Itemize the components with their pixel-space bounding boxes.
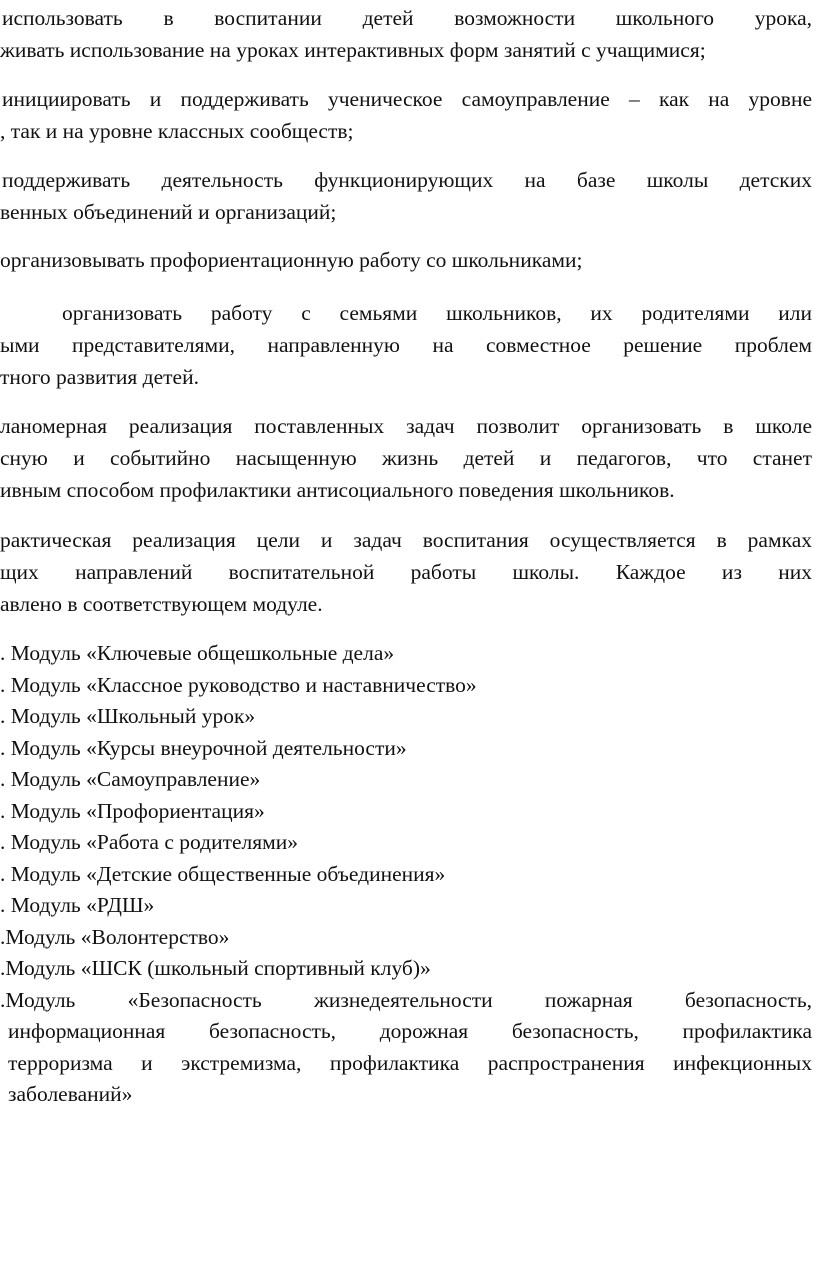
list-item: [0, 638, 816, 670]
text-line: , так и на уровне классных сообществ;: [0, 119, 354, 143]
list-item-text: . Модуль «Самоуправление»: [0, 767, 261, 791]
list-item: [0, 764, 816, 796]
list-item: [0, 859, 816, 891]
paragraph-implementation: [0, 410, 816, 506]
text-line: авлено в соответствующем модуле.: [0, 592, 323, 616]
text-line: сную и событийно насыщенную жизнь детей и педагогов, что станет: [0, 446, 812, 470]
text-line: ыми представителями, направленную на совместное решение проблем: [0, 333, 812, 357]
list-item-text: терроризма и экстремизма, профилактика распространения инфекционных: [8, 1050, 812, 1075]
list-item: [0, 733, 816, 765]
list-item-text: . Модуль «РДШ»: [0, 893, 155, 917]
list-item-text: .Модуль «Безопасность жизнедеятельности пожарная безопасность,: [0, 987, 812, 1012]
list-item-text: информационная безопасность, дорожная безопасность, профилактика: [8, 1019, 812, 1043]
text-line: инициировать и поддерживать ученическое самоуправление – как на уровне: [2, 87, 812, 111]
list-item: [0, 922, 816, 954]
list-item-text: заболеваний»: [8, 1082, 133, 1106]
paragraph-self-government: [0, 83, 816, 147]
list-item: [0, 670, 816, 702]
list-item-text: . Модуль «Ключевые общешкольные дела»: [0, 641, 395, 665]
list-item-text: . Модуль «Детские общественные объединения»: [0, 861, 446, 886]
text-line: организовать работу с семьями школьников, их родителями или: [62, 301, 812, 325]
list-item: [0, 701, 816, 733]
paragraph-associations: [0, 164, 816, 228]
list-item-text: . Модуль «Классное руководство и наставничество»: [0, 672, 477, 697]
paragraph-career-guidance: [0, 244, 816, 276]
text-line: организовывать профориентационную работу со школьниками;: [0, 248, 583, 272]
list-item: [0, 796, 816, 828]
paragraph-directions: [0, 524, 816, 620]
list-item: [0, 827, 816, 859]
text-line: щих направлений воспитательной работы школы. Каждое из них: [0, 560, 812, 584]
text-line: тного развития детей.: [0, 365, 199, 389]
list-item-text: . Модуль «Работа с родителями»: [0, 830, 299, 854]
list-item-text: .Модуль «ШСК (школьный спортивный клуб)»: [0, 956, 431, 980]
list-item: [0, 890, 816, 922]
text-line: венных объединений и организаций;: [0, 200, 337, 224]
text-line: использовать в воспитании детей возможности школьного урока,: [2, 6, 812, 30]
paragraph-families: [0, 297, 816, 393]
list-item-text: .Модуль «Волонтерство»: [0, 924, 230, 949]
list-item-text: . Модуль «Курсы внеурочной деятельности»: [0, 735, 407, 760]
text-line: ивным способом профилактики антисоциального поведения школьников.: [0, 478, 675, 502]
text-line: поддерживать деятельность функционирующих на базе школы детских: [2, 168, 812, 192]
list-item: [0, 985, 816, 1111]
list-item-text: . Модуль «Школьный урок»: [0, 704, 256, 728]
module-list: [0, 638, 816, 1111]
list-item: [0, 953, 816, 985]
paragraph-lesson: [0, 2, 816, 66]
list-item-text: . Модуль «Профориентация»: [0, 798, 265, 823]
text-line: живать использование на уроках интерактивных форм занятий с учащимися;: [0, 38, 706, 62]
text-line: рактическая реализация цели и задач воспитания осуществляется в рамках: [0, 528, 812, 552]
text-line: ланомерная реализация поставленных задач позволит организовать в школе: [0, 414, 812, 438]
